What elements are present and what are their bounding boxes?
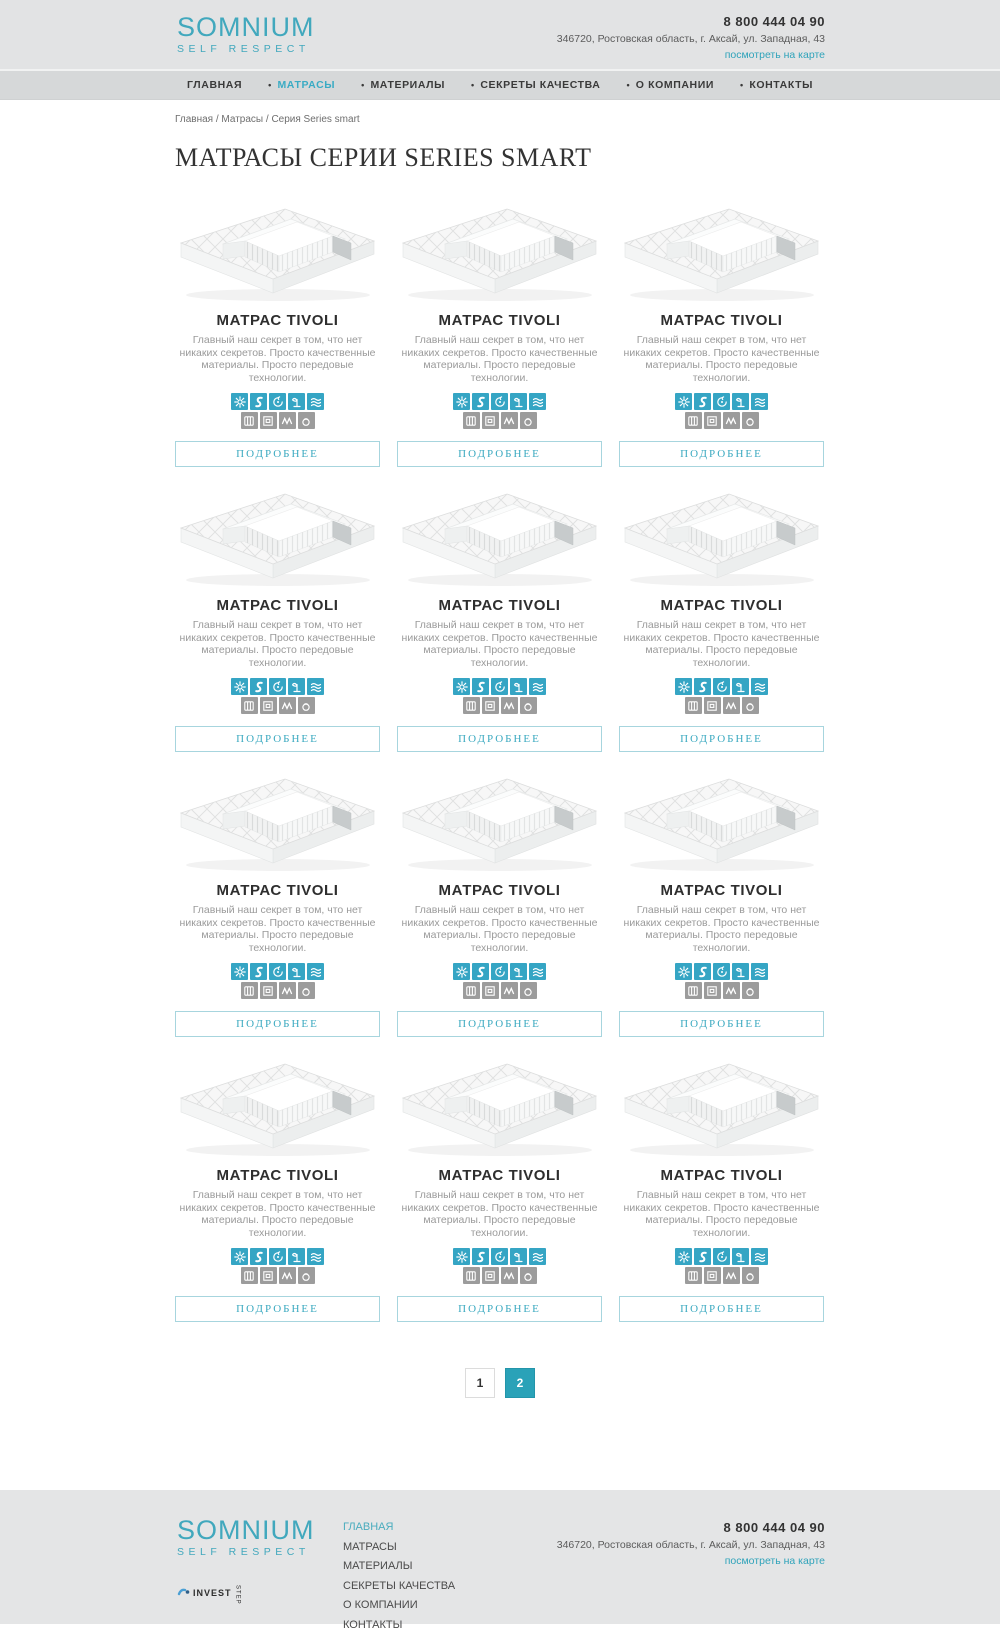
soft-layers-icon [529, 678, 546, 695]
soft-layers-icon [307, 678, 324, 695]
feature-icons-row-teal [231, 393, 324, 410]
s-wave-icon [472, 963, 489, 980]
breadcrumb-current: Серия Series smart [271, 114, 359, 125]
phone-number: 8 800 444 04 90 [557, 14, 825, 29]
rotation-icon [713, 393, 730, 410]
product-description: Главный наш секрет в том, что нет никаких секретов. Просто качественные материалы. Просто передовые технологии. [175, 334, 380, 384]
product-title[interactable]: МАТРАС TIVOLI [216, 882, 338, 899]
spring-icon [501, 1267, 518, 1284]
mattress-section-icon [241, 982, 258, 999]
details-button[interactable]: ПОДРОБНЕЕ [175, 1011, 380, 1037]
cover-icon [704, 982, 721, 999]
product-card [397, 769, 602, 1037]
nav-item-o-kompanii[interactable]: О КОМПАНИИ • [636, 79, 744, 91]
rotation-icon [269, 963, 286, 980]
soft-layers-icon [307, 963, 324, 980]
footer-menu-glavnaya[interactable]: ГЛАВНАЯ [343, 1518, 455, 1538]
main-nav [0, 69, 1000, 100]
details-button[interactable]: ПОДРОБНЕЕ [619, 441, 824, 467]
product-image[interactable] [175, 484, 380, 589]
s-wave-icon [694, 678, 711, 695]
pagination-page-2[interactable]: 2 [505, 1368, 535, 1398]
product-card [175, 1054, 380, 1322]
details-button[interactable]: ПОДРОБНЕЕ [397, 726, 602, 752]
feature-icons-row-teal [675, 963, 768, 980]
s-wave-icon [694, 1248, 711, 1265]
eco-hand-icon [510, 963, 527, 980]
details-button[interactable]: ПОДРОБНЕЕ [397, 1011, 602, 1037]
footer-logo[interactable] [177, 1516, 315, 1605]
soft-layers-icon [529, 963, 546, 980]
cover-icon [704, 1267, 721, 1284]
product-image[interactable] [175, 1054, 380, 1159]
cooling-icon [231, 1248, 248, 1265]
footer-logo-title: SOMNIUM [177, 1516, 315, 1544]
mattress-section-icon [685, 697, 702, 714]
product-image[interactable] [619, 1054, 824, 1159]
feature-icons-row-gray [463, 697, 537, 714]
mattress-section-icon [463, 982, 480, 999]
nav-item-glavnaya[interactable]: ГЛАВНАЯ • [187, 79, 272, 91]
product-description: Главный наш секрет в том, что нет никаких секретов. Просто качественные материалы. Просто передовые технологии. [619, 904, 824, 954]
cover-icon [482, 982, 499, 999]
feature-icons-row-gray [463, 412, 537, 429]
footer-phone-number: 8 800 444 04 90 [557, 1520, 825, 1535]
feature-icons-row-gray [685, 697, 759, 714]
details-button[interactable]: ПОДРОБНЕЕ [175, 1296, 380, 1322]
weight-icon [298, 697, 315, 714]
nav-item-sekrety[interactable]: СЕКРЕТЫ КАЧЕСТВА • [480, 79, 630, 91]
s-wave-icon [250, 1248, 267, 1265]
footer-menu-matrasy[interactable]: МАТРАСЫ [343, 1538, 455, 1558]
footer-menu-kontakty[interactable]: КОНТАКТЫ [343, 1616, 455, 1635]
developer-name-vertical: STEP [234, 1585, 241, 1605]
soft-layers-icon [529, 1248, 546, 1265]
soft-layers-icon [751, 393, 768, 410]
rotation-icon [491, 678, 508, 695]
product-card [619, 769, 824, 1037]
product-description: Главный наш секрет в том, что нет никаких секретов. Просто качественные материалы. Просто передовые технологии. [175, 619, 380, 669]
product-card [175, 769, 380, 1037]
weight-icon [742, 982, 759, 999]
product-title[interactable]: МАТРАС TIVOLI [660, 882, 782, 899]
product-title[interactable]: МАТРАС TIVOLI [438, 312, 560, 329]
mattress-section-icon [685, 1267, 702, 1284]
product-title[interactable]: МАТРАС TIVOLI [438, 882, 560, 899]
feature-icons-row-teal [675, 1248, 768, 1265]
cooling-icon [231, 678, 248, 695]
details-button[interactable]: ПОДРОБНЕЕ [619, 1296, 824, 1322]
pagination [175, 1368, 825, 1398]
mattress-section-icon [463, 697, 480, 714]
details-button[interactable]: ПОДРОБНЕЕ [175, 441, 380, 467]
spring-icon [279, 1267, 296, 1284]
footer-menu-sekrety[interactable]: СЕКРЕТЫ КАЧЕСТВА [343, 1577, 455, 1597]
weight-icon [742, 412, 759, 429]
details-button[interactable]: ПОДРОБНЕЕ [397, 441, 602, 467]
developer-swoosh-icon [177, 1584, 191, 1602]
spring-icon [501, 982, 518, 999]
cover-icon [260, 412, 277, 429]
feature-icons-row-teal [453, 1248, 546, 1265]
rotation-icon [269, 678, 286, 695]
eco-hand-icon [288, 393, 305, 410]
nav-item-kontakty[interactable]: КОНТАКТЫ [749, 79, 813, 91]
product-title[interactable]: МАТРАС TIVOLI [438, 1167, 560, 1184]
product-card [397, 484, 602, 752]
product-card [397, 1054, 602, 1322]
weight-icon [742, 697, 759, 714]
soft-layers-icon [751, 1248, 768, 1265]
cooling-icon [675, 393, 692, 410]
details-button[interactable]: ПОДРОБНЕЕ [619, 1011, 824, 1037]
eco-hand-icon [732, 678, 749, 695]
soft-layers-icon [751, 963, 768, 980]
cover-icon [704, 697, 721, 714]
weight-icon [520, 982, 537, 999]
product-description: Главный наш секрет в том, что нет никаких секретов. Просто качественные материалы. Просто передовые технологии. [397, 334, 602, 384]
spring-icon [279, 697, 296, 714]
s-wave-icon [694, 393, 711, 410]
feature-icons-row-teal [675, 678, 768, 695]
cooling-icon [675, 678, 692, 695]
weight-icon [520, 697, 537, 714]
feature-icons-row-teal [231, 1248, 324, 1265]
mattress-section-icon [685, 412, 702, 429]
footer-contacts [557, 1520, 825, 1569]
product-description: Главный наш секрет в том, что нет никаких секретов. Просто качественные материалы. Просто передовые технологии. [397, 619, 602, 669]
details-button[interactable]: ПОДРОБНЕЕ [175, 726, 380, 752]
mattress-section-icon [463, 1267, 480, 1284]
nav-item-materialy[interactable]: МАТЕРИАЛЫ • [370, 79, 474, 91]
footer-menu-o-kompanii[interactable]: О КОМПАНИИ [343, 1596, 455, 1616]
soft-layers-icon [307, 393, 324, 410]
feature-icons-row-gray [685, 982, 759, 999]
rotation-icon [269, 393, 286, 410]
details-button[interactable]: ПОДРОБНЕЕ [397, 1296, 602, 1322]
s-wave-icon [472, 1248, 489, 1265]
weight-icon [298, 1267, 315, 1284]
rotation-icon [713, 678, 730, 695]
site-logo[interactable] [177, 13, 315, 55]
main-content [175, 114, 825, 1398]
footer-logo-subtitle: SELF RESPECT [177, 1546, 315, 1558]
product-image[interactable] [175, 199, 380, 304]
product-card [619, 484, 824, 752]
cooling-icon [675, 963, 692, 980]
product-description: Главный наш секрет в том, что нет никаких секретов. Просто качественные материалы. Просто передовые технологии. [175, 1189, 380, 1239]
product-image[interactable] [397, 199, 602, 304]
cover-icon [260, 697, 277, 714]
product-title[interactable]: МАТРАС TIVOLI [660, 312, 782, 329]
soft-layers-icon [751, 678, 768, 695]
spring-icon [723, 1267, 740, 1284]
product-image[interactable] [619, 484, 824, 589]
s-wave-icon [472, 393, 489, 410]
mattress-section-icon [241, 697, 258, 714]
cover-icon [482, 697, 499, 714]
page-title: МАТРАСЫ СЕРИИ SERIES SMART [175, 143, 825, 173]
eco-hand-icon [732, 393, 749, 410]
cover-icon [482, 1267, 499, 1284]
s-wave-icon [472, 678, 489, 695]
feature-icons-row-gray [241, 1267, 315, 1284]
eco-hand-icon [288, 963, 305, 980]
map-link[interactable]: посмотреть на карте [725, 49, 825, 61]
cooling-icon [453, 963, 470, 980]
eco-hand-icon [732, 963, 749, 980]
cooling-icon [675, 1248, 692, 1265]
eco-hand-icon [732, 1248, 749, 1265]
eco-hand-icon [510, 678, 527, 695]
mattress-section-icon [463, 412, 480, 429]
cooling-icon [231, 963, 248, 980]
product-description: Главный наш секрет в том, что нет никаких секретов. Просто качественные материалы. Просто передовые технологии. [175, 904, 380, 954]
product-title[interactable]: МАТРАС TIVOLI [660, 597, 782, 614]
developer-logo[interactable] [177, 1584, 315, 1605]
product-card [397, 199, 602, 467]
eco-hand-icon [510, 393, 527, 410]
feature-icons-row-teal [231, 678, 324, 695]
s-wave-icon [250, 393, 267, 410]
breadcrumb-home[interactable]: Главная / [175, 114, 221, 125]
eco-hand-icon [288, 1248, 305, 1265]
rotation-icon [713, 1248, 730, 1265]
header-contacts [557, 14, 825, 63]
s-wave-icon [694, 963, 711, 980]
product-title[interactable]: МАТРАС TIVOLI [216, 597, 338, 614]
rotation-icon [491, 393, 508, 410]
weight-icon [520, 1267, 537, 1284]
spring-icon [501, 412, 518, 429]
product-description: Главный наш секрет в том, что нет никаких секретов. Просто качественные материалы. Просто передовые технологии. [619, 334, 824, 384]
soft-layers-icon [529, 393, 546, 410]
feature-icons-row-gray [463, 982, 537, 999]
cover-icon [260, 982, 277, 999]
cover-icon [482, 412, 499, 429]
feature-icons-row-gray [241, 697, 315, 714]
weight-icon [298, 412, 315, 429]
product-description: Главный наш секрет в том, что нет никаких секретов. Просто качественные материалы. Просто передовые технологии. [397, 1189, 602, 1239]
mattress-section-icon [241, 1267, 258, 1284]
s-wave-icon [250, 963, 267, 980]
product-description: Главный наш секрет в том, что нет никаких секретов. Просто качественные материалы. Просто передовые технологии. [619, 619, 824, 669]
spring-icon [723, 697, 740, 714]
spring-icon [723, 412, 740, 429]
product-grid [175, 199, 825, 1322]
rotation-icon [491, 963, 508, 980]
rotation-icon [269, 1248, 286, 1265]
product-image[interactable] [397, 1054, 602, 1159]
product-image[interactable] [175, 769, 380, 874]
details-button[interactable]: ПОДРОБНЕЕ [619, 726, 824, 752]
footer-menu-materialy[interactable]: МАТЕРИАЛЫ [343, 1557, 455, 1577]
spring-icon [501, 697, 518, 714]
product-description: Главный наш секрет в том, что нет никаких секретов. Просто качественные материалы. Просто передовые технологии. [619, 1189, 824, 1239]
product-description: Главный наш секрет в том, что нет никаких секретов. Просто качественные материалы. Просто передовые технологии. [397, 904, 602, 954]
eco-hand-icon [510, 1248, 527, 1265]
product-title[interactable]: МАТРАС TIVOLI [216, 312, 338, 329]
product-image[interactable] [397, 484, 602, 589]
product-card [175, 199, 380, 467]
breadcrumb-matrasy[interactable]: Матрасы / [221, 114, 271, 125]
feature-icons-row-teal [453, 393, 546, 410]
mattress-section-icon [241, 412, 258, 429]
nav-item-matrasy[interactable]: МАТРАСЫ • [277, 79, 364, 91]
product-image[interactable] [397, 769, 602, 874]
spring-icon [279, 982, 296, 999]
product-title[interactable]: МАТРАС TIVOLI [660, 1167, 782, 1184]
feature-icons-row-teal [453, 678, 546, 695]
feature-icons-row-gray [463, 1267, 537, 1284]
spring-icon [279, 412, 296, 429]
cover-icon [260, 1267, 277, 1284]
footer-map-link[interactable]: посмотреть на карте [725, 1555, 825, 1567]
footer-address-text: 346720, Ростовская область, г. Аксай, ул. Западная, 43 [557, 1539, 825, 1551]
cooling-icon [453, 1248, 470, 1265]
feature-icons-row-gray [685, 1267, 759, 1284]
feature-icons-row-gray [241, 412, 315, 429]
feature-icons-row-gray [241, 982, 315, 999]
soft-layers-icon [307, 1248, 324, 1265]
mattress-section-icon [685, 982, 702, 999]
site-footer [0, 1490, 1000, 1624]
feature-icons-row-gray [685, 412, 759, 429]
rotation-icon [713, 963, 730, 980]
pagination-page-1[interactable]: 1 [465, 1368, 495, 1398]
s-wave-icon [250, 678, 267, 695]
weight-icon [742, 1267, 759, 1284]
footer-menu [343, 1518, 455, 1635]
cooling-icon [453, 393, 470, 410]
product-title[interactable]: МАТРАС TIVOLI [216, 1167, 338, 1184]
feature-icons-row-teal [453, 963, 546, 980]
rotation-icon [491, 1248, 508, 1265]
product-image[interactable] [619, 199, 824, 304]
breadcrumb [175, 114, 825, 125]
feature-icons-row-teal [231, 963, 324, 980]
product-card [619, 199, 824, 467]
logo-subtitle: SELF RESPECT [177, 43, 315, 55]
logo-title: SOMNIUM [177, 13, 315, 41]
product-title[interactable]: МАТРАС TIVOLI [438, 597, 560, 614]
weight-icon [298, 982, 315, 999]
cover-icon [704, 412, 721, 429]
address-text: 346720, Ростовская область, г. Аксай, ул. Западная, 43 [557, 33, 825, 45]
spring-icon [723, 982, 740, 999]
eco-hand-icon [288, 678, 305, 695]
weight-icon [520, 412, 537, 429]
developer-name: INVEST [193, 1588, 232, 1598]
feature-icons-row-teal [675, 393, 768, 410]
cooling-icon [453, 678, 470, 695]
product-image[interactable] [619, 769, 824, 874]
product-card [175, 484, 380, 752]
cooling-icon [231, 393, 248, 410]
site-header [0, 0, 1000, 69]
product-card [619, 1054, 824, 1322]
